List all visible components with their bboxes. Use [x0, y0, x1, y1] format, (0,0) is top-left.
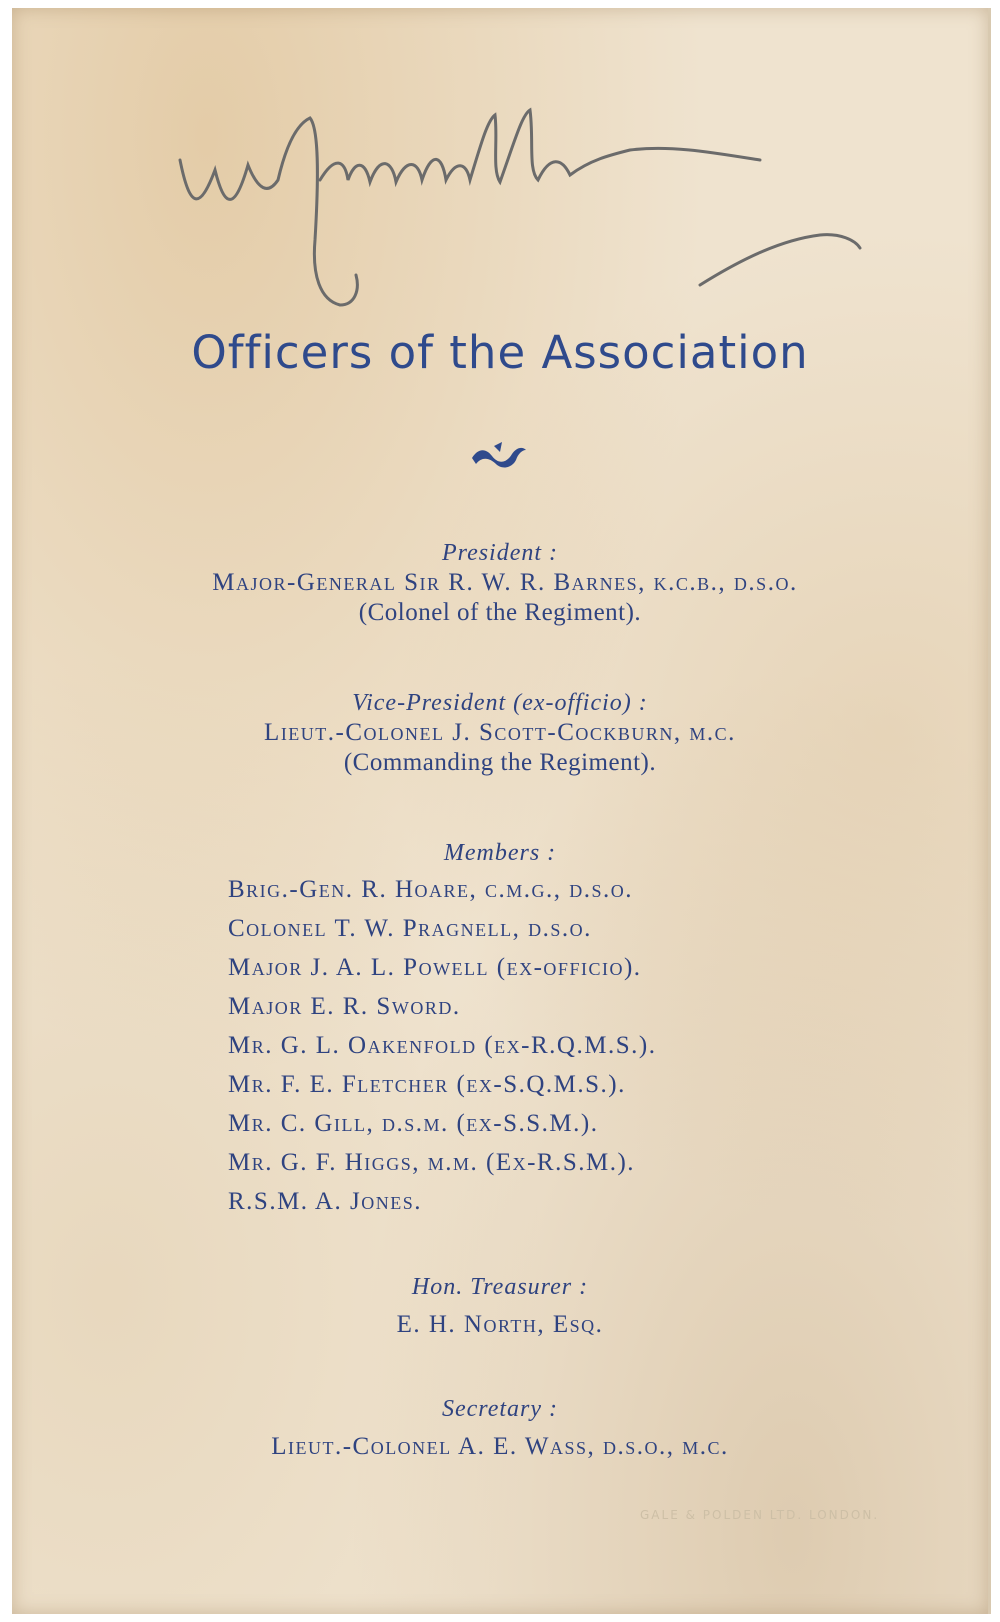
- vice-president-section: [0, 688, 1000, 778]
- treasurer-heading: Hon. Treasurer :: [411, 1274, 589, 1300]
- list-item: Mr. G. F. Higgs, m.m. (Ex-R.S.M.).: [228, 1149, 636, 1176]
- secretary-name: Lieut.-Colonel A. E. Wass, d.s.o., m.c.: [271, 1433, 729, 1460]
- fleuron-ornament-icon: [468, 440, 530, 472]
- vice-president-heading-main: Vice-President: [352, 690, 507, 716]
- members-heading-wrap: [0, 838, 1000, 868]
- members-list: [228, 870, 828, 1221]
- treasurer-name: E. H. North, Esq.: [396, 1311, 604, 1338]
- secretary-heading: Secretary :: [441, 1396, 559, 1422]
- president-heading: President :: [441, 540, 559, 566]
- vice-president-role: (Commanding the Regiment).: [343, 749, 657, 776]
- list-item: Mr. G. L. Oakenfold (ex-R.Q.M.S.).: [228, 1032, 657, 1059]
- vice-president-heading: [0, 688, 1000, 718]
- list-item: Mr. C. Gill, d.s.m. (ex-S.S.M.).: [228, 1110, 599, 1137]
- list-item: Brig.-Gen. R. Hoare, c.m.g., d.s.o.: [228, 876, 634, 903]
- president-role: (Colonel of the Regiment).: [358, 599, 642, 626]
- secretary-section: [0, 1394, 1000, 1462]
- vice-president-heading-qualifier: (ex-officio) :: [513, 690, 648, 716]
- pencil-signature: [170, 100, 870, 330]
- page-title: Officers of the Association: [191, 326, 809, 379]
- president-name: Major-General Sir R. W. R. Barnes, k.c.b., d.s.o.: [212, 569, 798, 596]
- list-item: Major E. R. Sword.: [228, 993, 461, 1020]
- list-item: Colonel T. W. Pragnell, d.s.o.: [228, 915, 592, 942]
- list-item: Major J. A. L. Powell (ex-officio).: [228, 954, 642, 981]
- list-item: Mr. F. E. Fletcher (ex-S.Q.M.S.).: [228, 1071, 626, 1098]
- members-heading: Members :: [443, 840, 557, 866]
- vice-president-name: Lieut.-Colonel J. Scott-Cockburn, m.c.: [264, 719, 736, 746]
- printer-mark: GALE & POLDEN LTD. LONDON.: [640, 1508, 880, 1522]
- president-section: [0, 538, 1000, 628]
- list-item: R.S.M. A. Jones.: [228, 1188, 422, 1215]
- treasurer-section: [0, 1272, 1000, 1340]
